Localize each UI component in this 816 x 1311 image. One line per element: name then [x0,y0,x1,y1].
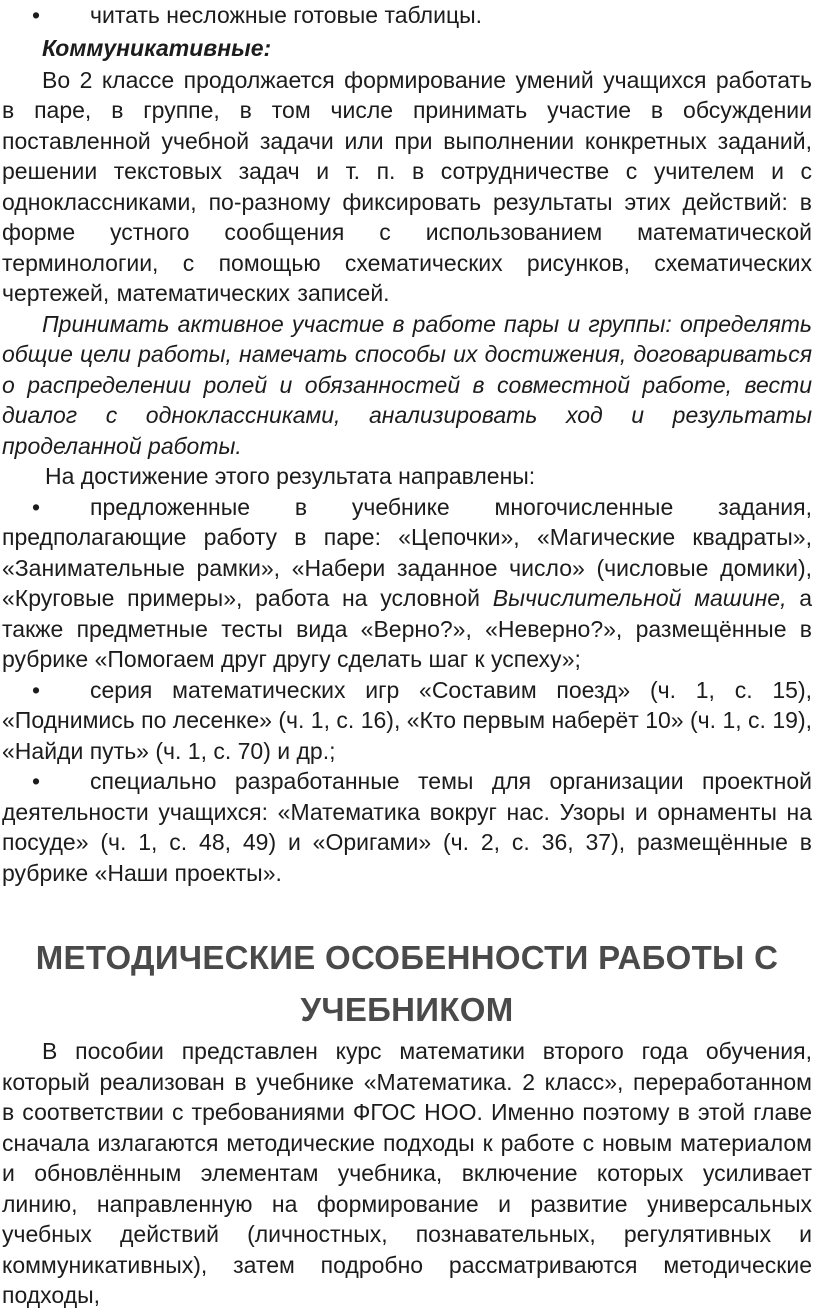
bullet-item-read-tables [2,0,812,31]
bullet-marker: • [32,768,41,794]
bullet-marker: • [32,676,41,703]
bullet-marker: • [32,2,41,28]
bullet-marker: • [32,493,41,520]
communicative-heading: Коммуникативные: [42,34,272,61]
communicative-italic-paragraph: Принимать активное участие в работе пары и группы: определять общие цели работы, намечать способы их достижения, договариваться о распределении ролей и обязанностей в совместной работе, вести диалог с одноклассниками, анализировать ход и результаты проделанной работы. [2,310,812,459]
bullet-text: предложенные в учебнике многочисленные задания, предполагающие работу в паре: «Цепочки», «Магические квадраты», «Занимательные рамки», «Набери заданное число» (числовые домики), «Круговые примеры», работа на условной [2,493,812,611]
bullet-text: читать несложные готовые таблицы. [90,2,483,28]
bullet-italic-text: Вычислительной машине, [492,585,787,611]
document-page [2,0,812,1311]
bullet-text: специально разработанные темы для организации проектной деятельности учащихся: «Математика вокруг нас. Узоры и орнаменты на посуде» (ч. 1, с. 48, 49) и «Оригами» (ч. 2, с. 36, 37), размещённые в рубрике «Наши проекты». [2,768,812,886]
bullet-item-projects [2,766,812,888]
bullet-text-tail: а также предметные тесты вида «Верно?», «Неверно?», размещённые в рубрике «Помогаем друг другу сделать шаг к успеху»; [2,585,813,672]
directed-intro: На достижение этого результата направлены: [45,463,536,489]
bullet-text: серия математических игр «Составим поезд» (ч. 1, с. 15), «Поднимись по лесенке» (ч. 1, с. 16), «Кто первым наберёт 10» (ч. 1, с. 19), «Найди путь» (ч. 1, с. 70) и др.; [2,676,812,764]
section-paragraph: В пособии представлен курс математики второго года обучения, который реализован в учебнике «Математика. 2 класс», переработанном в соответствии с требованиями ФГОС НОО. Именно поэтому в этой главе сначала излагаются методические подходы к работе с новым материалом и обновлённым элементам учебника, включение которых усиливает линию, направленную на формирование и развитие универсальных учебных действий (личностных, познавательных, регулятивных и коммуникативных), затем подробно рассматриваются методические подходы, [2,1038,812,1308]
bullet-item-math-games [2,675,812,767]
bullet-item-pair-tasks [2,492,812,675]
communicative-paragraph: Во 2 классе продолжается формирование умений учащихся работать в паре, в группе, в том числе принимать участие в обсуждении поставленной учебной задачи или при выполнении конкретных заданий, решении текстовых задач и т. п. в сотрудничестве с учителем и с одноклассниками, по-разному фиксировать результаты этих действий: в форме устного сообщения с использованием математической терминологии, с помощью схематических рисунков, схематических чертежей, математических записей. [2,66,812,306]
section-title: МЕТОДИЧЕСКИЕ ОСОБЕННОСТИ РАБОТЫ С УЧЕБНИКОМ [35,939,779,1028]
